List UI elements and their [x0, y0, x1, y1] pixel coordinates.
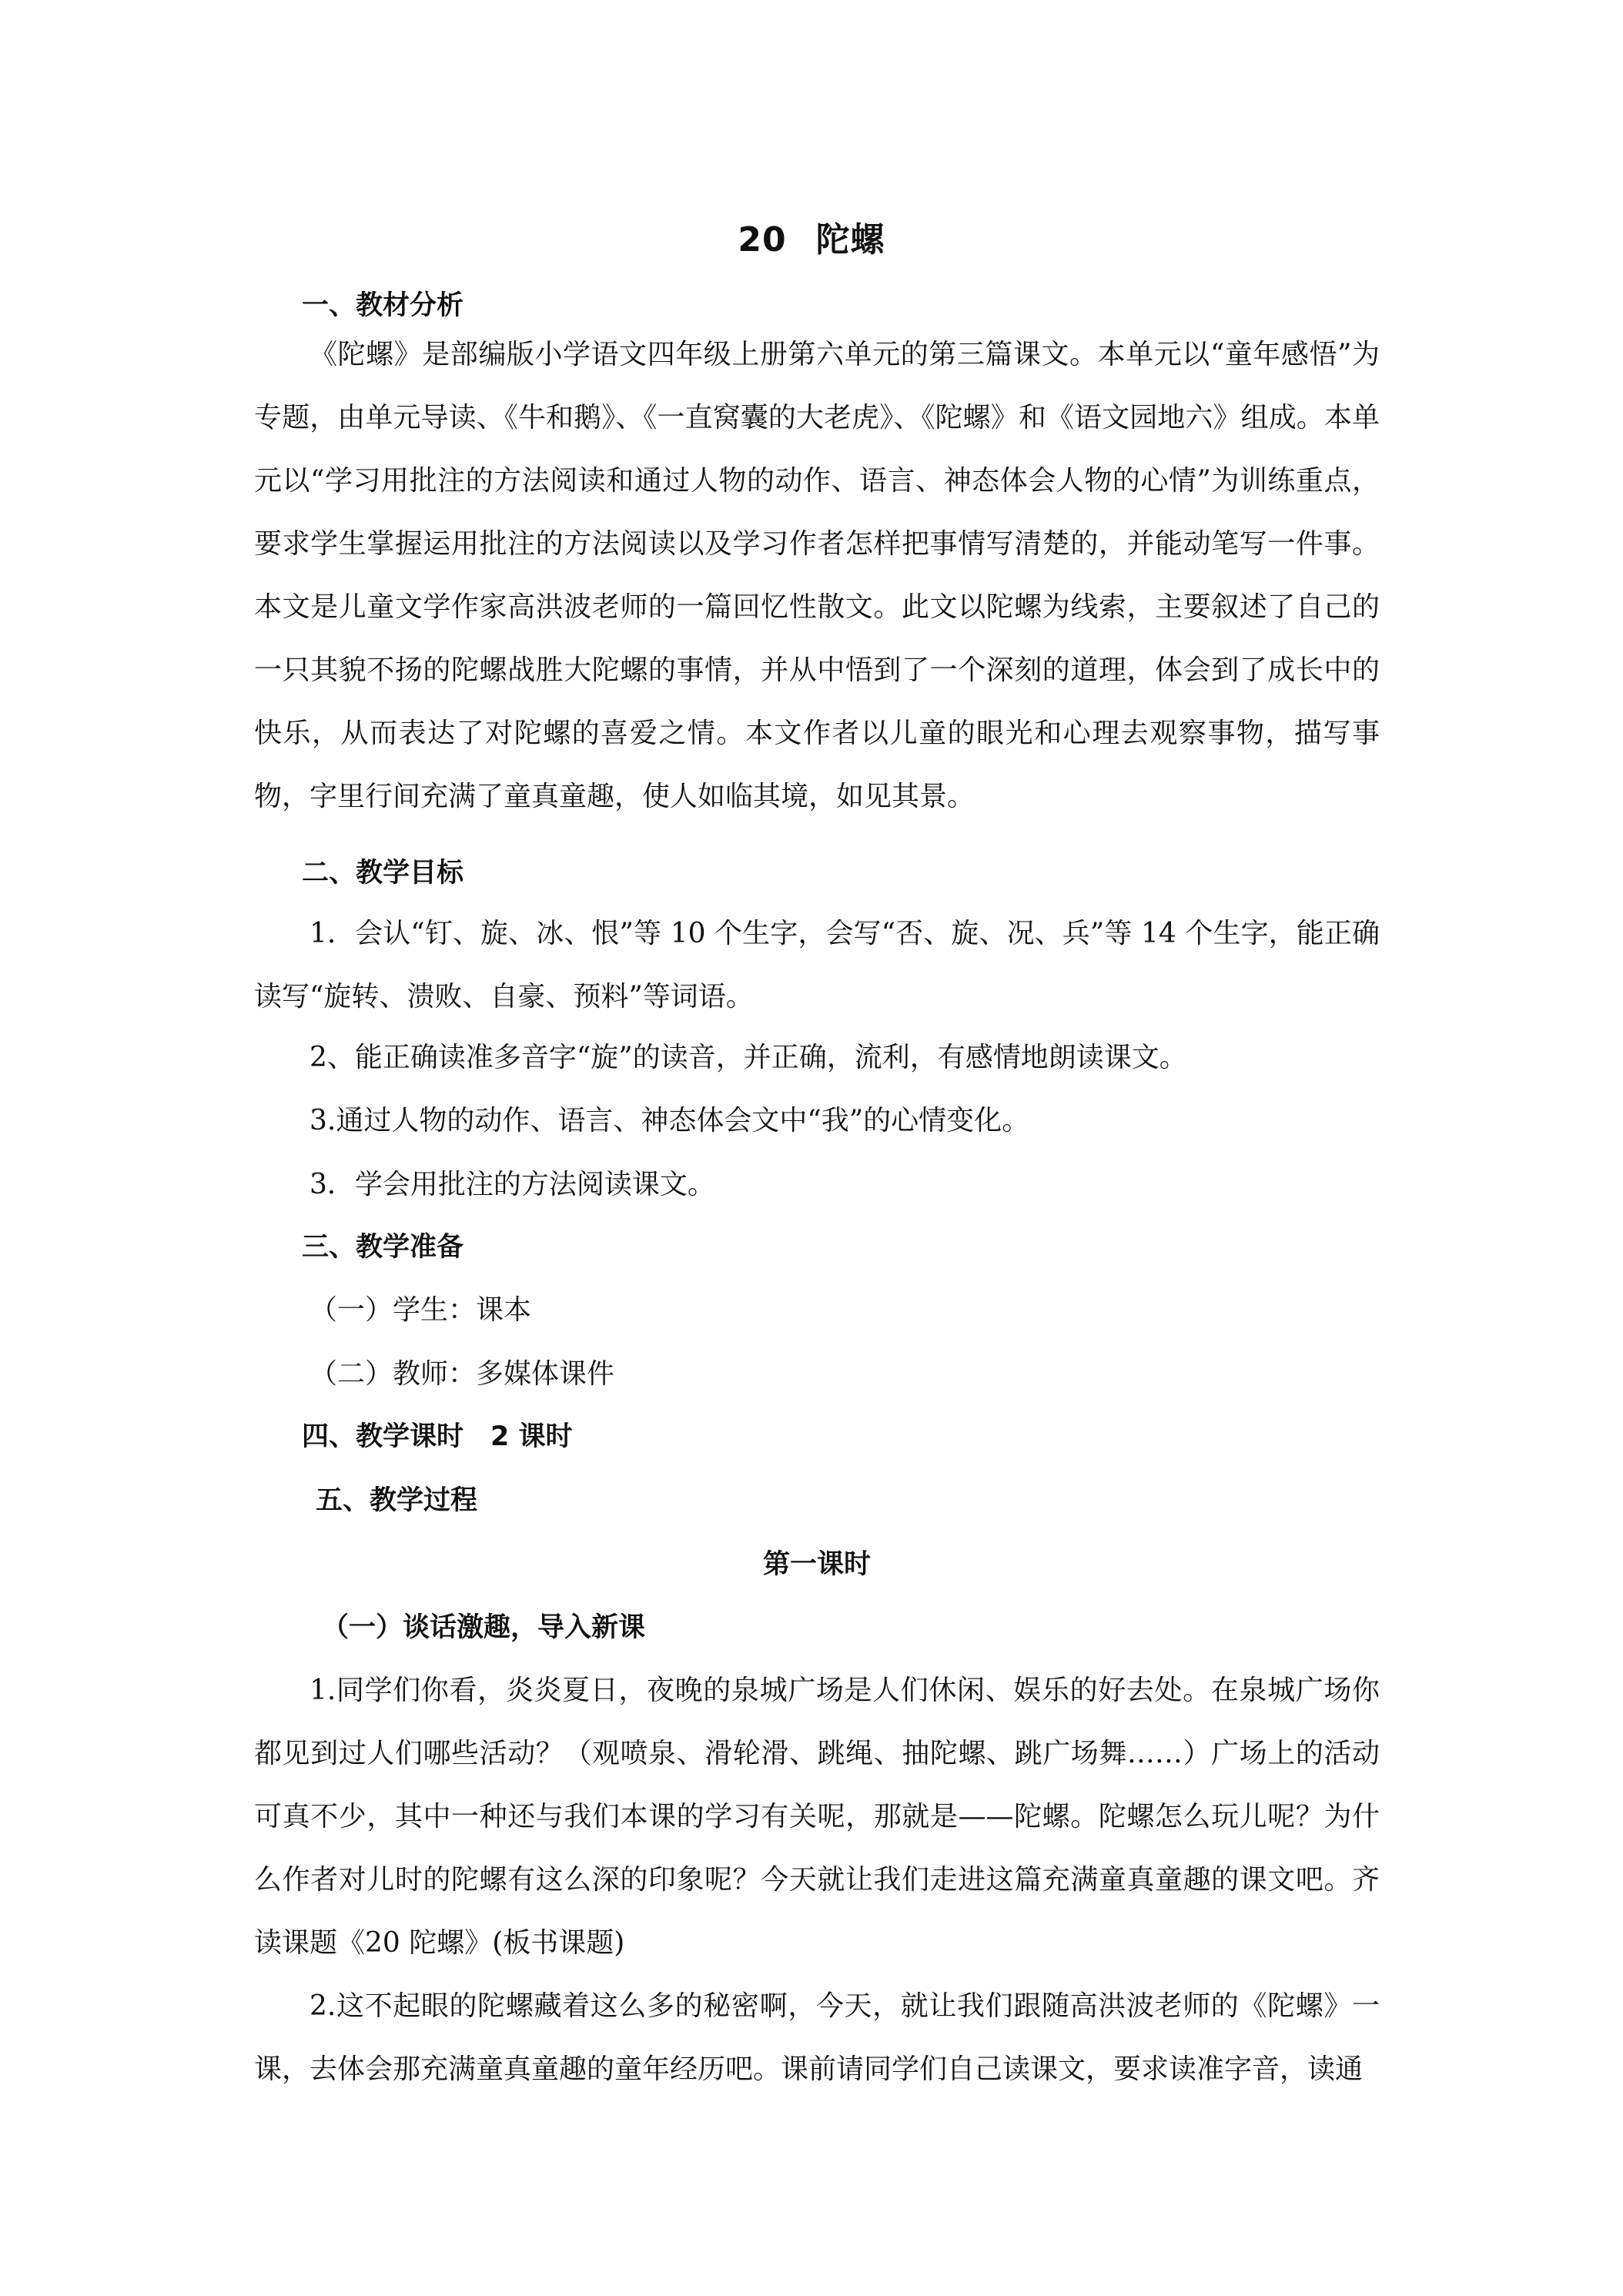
section-heading-hours: 四、教学课时 2 课时 [302, 1421, 573, 1452]
step-heading-intro: （一）谈话激趣，导入新课 [322, 1612, 646, 1643]
prep-item-student: （一）学生：课本 [310, 1294, 532, 1326]
page-title [0, 217, 1623, 263]
intro-paragraph-2: 2.这不起眼的陀螺藏着这么多的秘密啊，今天，就让我们跟随高洪波老师的《陀螺》一课，去体会那充满童真童趣的童年经历吧。课前请同学们自己读课文，要求读准字音，读通 [254, 1990, 1380, 2085]
title-text: 陀螺 [815, 220, 885, 259]
section-heading-preparation: 三、教学准备 [302, 1232, 464, 1263]
lesson-heading: 第一课时 [762, 1549, 871, 1580]
analysis-paragraph: 《陀螺》是部编版小学语文四年级上册第六单元的第三篇课文。本单元以“童年感悟”为专题，由单元导读、《牛和鹅》、《一直窝囊的大老虎》、《陀螺》和《语文园地六》组成。本单元以“学习用批注的方法阅读和通过人物的动作、语言、神态体会人物的心情”为训练重点，要求学生掌握运用批注的方法阅读以及学习作者怎样把事情写清楚的，并能动笔写一件事。本文是儿童文学作家高洪波老师的一篇回忆性散文。此文以陀螺为线索，主要叙述了自己的一只其貌不扬的陀螺战胜大陀螺的事情，并从中悟到了一个深刻的道理，体会到了成长中的快乐，从而表达了对陀螺的喜爱之情。本文作者以儿童的眼光和心理去观察事物，描写事物，字里行间充满了童真童趣，使人如临其境，如见其景。 [254, 339, 1380, 812]
section-heading-analysis: 一、教材分析 [302, 290, 464, 321]
intro-paragraph-1: 1.同学们你看，炎炎夏日，夜晚的泉城广场是人们休闲、娱乐的好去处。在泉城广场你都见到过人们哪些活动？（观喷泉、滑轮滑、跳绳、抽陀螺、跳广场舞……）广场上的活动可真不少，其中一种还与我们本课的学习有关呢，那就是——陀螺。陀螺怎么玩儿呢？为什么作者对儿时的陀螺有这么深的印象呢？今天就让我们走进这篇充满童真童趣的课文吧。齐读课题《20 陀螺》(板书课题) [254, 1675, 1380, 1959]
goal-item-4: 3．学会用批注的方法阅读课文。 [310, 1169, 715, 1200]
title-number: 20 [738, 220, 787, 259]
section-heading-goals: 二、教学目标 [302, 858, 464, 889]
goal-item-1: 1．会认“钉、旋、冰、恨”等 10 个生字，会写“否、旋、况、兵”等 14 个生字，能正确读写“旋转、溃败、自豪、预料”等词语。 [254, 918, 1380, 1012]
section-heading-process: 五、教学过程 [316, 1485, 478, 1516]
goal-item-2: 2、能正确读准多音字“旋”的读音，并正确，流利，有感情地朗读课文。 [310, 1042, 1187, 1073]
goal-item-3: 3.通过人物的动作、语言、神态体会文中“我”的心情变化。 [310, 1105, 1030, 1136]
prep-item-teacher: （二）教师：多媒体课件 [310, 1358, 615, 1390]
